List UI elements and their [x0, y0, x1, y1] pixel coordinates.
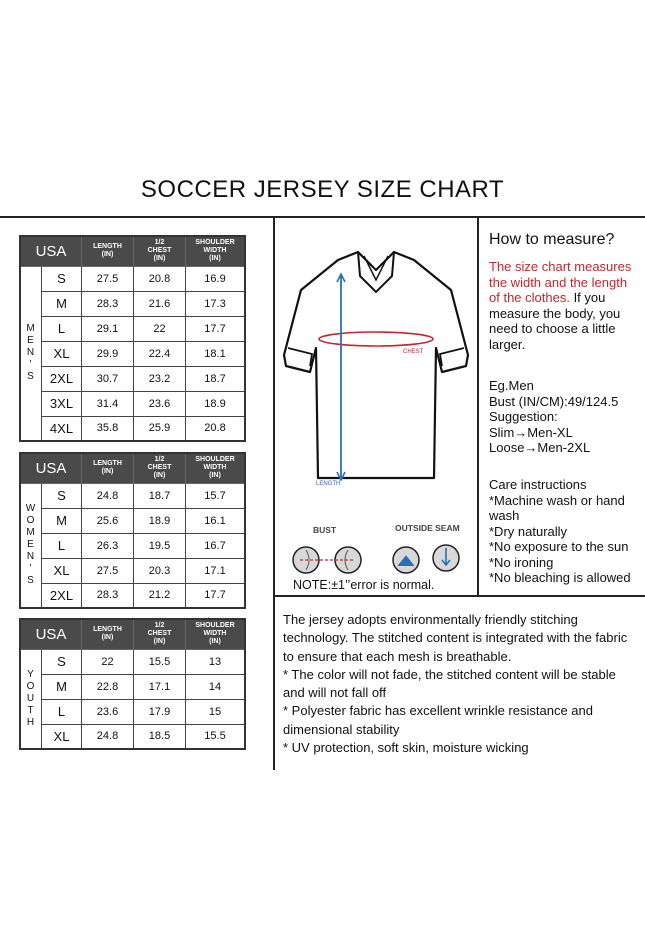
shoulder-cell: 17.1: [186, 558, 246, 583]
length-header: [82, 453, 134, 483]
size-cell: XL: [42, 558, 82, 583]
table-row: [20, 291, 245, 316]
shoulder-cell: 20.8: [186, 416, 246, 441]
group-label-char: S: [27, 575, 35, 587]
bust-detail-icons: [293, 547, 361, 573]
chest-header-line: 1/2: [154, 456, 165, 464]
chest-header-line: (IN): [153, 255, 166, 263]
shoulder-header-line: SHOULDER: [195, 622, 235, 630]
shoulder-cell: 17.7: [186, 583, 246, 608]
shoulder-header-line: SHOULDER: [195, 456, 235, 464]
length-cell: 27.5: [82, 558, 134, 583]
chest-header-line: CHEST: [147, 630, 172, 638]
shoulder-header-line: SHOULDER: [195, 239, 235, 247]
page-title: SOCCER JERSEY SIZE CHART: [140, 176, 505, 203]
length-header: [82, 619, 134, 649]
length-header-line: LENGTH: [93, 460, 122, 468]
table-row: [20, 724, 245, 749]
size-cell: S: [42, 266, 82, 291]
table-row: [20, 533, 245, 558]
size-cell: L: [42, 533, 82, 558]
group-label-char: E: [27, 335, 35, 347]
chest-cell: 22: [134, 316, 186, 341]
size-cell: M: [42, 508, 82, 533]
jersey-diagram: [276, 220, 476, 592]
chest-cell: 25.9: [134, 416, 186, 441]
group-label-char: O: [26, 515, 36, 527]
shoulder-cell: 14: [186, 674, 246, 699]
shoulder-cell: 15.7: [186, 483, 246, 508]
chest-header-line: CHEST: [147, 464, 172, 472]
chest-cell: 18.7: [134, 483, 186, 508]
length-cell: 23.6: [82, 699, 134, 724]
youth-size-table: [19, 618, 246, 750]
chest-header-line: 1/2: [154, 239, 165, 247]
chest-header-line: 1/2: [154, 622, 165, 630]
shoulder-header-line: WIDTH: [203, 464, 227, 472]
group-label-char: T: [27, 704, 35, 716]
chest-cell: 17.1: [134, 674, 186, 699]
description-line: * The color will not fade, the stitched content will be stable and will not fall off: [283, 666, 616, 701]
group-label-char: H: [26, 716, 36, 728]
care-instructions: [489, 477, 639, 586]
care-line: *No bleaching is allowed: [489, 570, 631, 585]
shoulder-cell: 16.7: [186, 533, 246, 558]
table-row: [20, 341, 245, 366]
length-header-line: (IN): [101, 468, 114, 476]
example-line: Eg.Men: [489, 378, 534, 393]
chest-label: CHEST: [403, 349, 424, 355]
example-line: Loose→Men-2XL: [489, 440, 591, 455]
measure-note-black: If you measure the body, you need to choose a little larger.: [489, 290, 621, 352]
chest-cell: 23.2: [134, 366, 186, 391]
size-cell: S: [42, 483, 82, 508]
shoulder-header-line: WIDTH: [203, 630, 227, 638]
size-cell: L: [42, 316, 82, 341]
group-label-char: O: [26, 680, 36, 692]
example-block: [489, 378, 639, 456]
table-header-row: [20, 236, 245, 266]
error-note: NOTE:±1’’error is normal.: [293, 578, 435, 592]
table-row: [20, 508, 245, 533]
shoulder-header-line: (IN): [209, 255, 221, 263]
length-cell: 28.3: [82, 583, 134, 608]
chest-cell: 19.5: [134, 533, 186, 558]
length-cell: 22.8: [82, 674, 134, 699]
table-row: [20, 649, 245, 674]
group-label-char: W: [25, 503, 37, 515]
care-line: *No ironing: [489, 554, 554, 570]
chest-header-line: CHEST: [147, 247, 172, 255]
length-header-line: LENGTH: [93, 626, 122, 634]
womens-size-table: [19, 452, 246, 609]
table-row: [20, 316, 245, 341]
group-label-char: ': [29, 563, 33, 575]
shoulder-cell: 18.7: [186, 366, 246, 391]
description-line: The jersey adopts environmentally friendly stitching technology. The stitched content is integrated with the fabric to ensure that each mesh is breathable.: [283, 612, 628, 664]
length-cell: 31.4: [82, 391, 134, 416]
size-cell: 2XL: [42, 583, 82, 608]
table-row: [20, 366, 245, 391]
care-line: *No exposure to the sun: [489, 539, 629, 554]
shoulder-header-line: (IN): [209, 638, 221, 646]
chest-cell: 18.9: [134, 508, 186, 533]
chest-cell: 18.5: [134, 724, 186, 749]
shoulder-cell: 18.9: [186, 391, 246, 416]
shoulder-header: [186, 453, 246, 483]
chest-cell: 20.8: [134, 266, 186, 291]
table-row: [20, 391, 245, 416]
group-label-char: M: [26, 323, 36, 335]
chest-cell: 21.6: [134, 291, 186, 316]
example-line: Bust (IN/CM):49/124.5: [489, 393, 619, 409]
mens-size-table: [19, 235, 246, 442]
table-row: [20, 583, 245, 608]
chest-cell: 23.6: [134, 391, 186, 416]
group-label-char: U: [26, 692, 36, 704]
top-divider: [0, 216, 645, 218]
shoulder-header: [186, 236, 246, 266]
size-cell: M: [42, 291, 82, 316]
length-header: [82, 236, 134, 266]
care-line: *Dry naturally: [489, 523, 568, 539]
group-label-char: N: [26, 551, 36, 563]
outside-seam-label: OUTSIDE SEAM: [395, 523, 460, 533]
length-cell: 35.8: [82, 416, 134, 441]
size-cell: XL: [42, 724, 82, 749]
chest-header: [134, 236, 186, 266]
length-header-line: (IN): [101, 251, 114, 259]
length-cell: 24.8: [82, 724, 134, 749]
group-label: [20, 483, 42, 608]
group-label-char: S: [27, 371, 35, 383]
table-row: [20, 266, 245, 291]
group-label: [20, 649, 42, 749]
shoulder-header-line: WIDTH: [203, 247, 227, 255]
shoulder-cell: 15: [186, 699, 246, 724]
jersey-outline: [284, 252, 468, 478]
table-header-row: [20, 619, 245, 649]
care-line: Care instructions: [489, 477, 587, 492]
shoulder-cell: 13: [186, 649, 246, 674]
length-cell: 24.8: [82, 483, 134, 508]
size-cell: M: [42, 674, 82, 699]
group-label-char: N: [26, 347, 36, 359]
shoulder-cell: 16.9: [186, 266, 246, 291]
length-cell: 22: [82, 649, 134, 674]
example-line: Slim→Men-XL: [489, 424, 573, 440]
chest-cell: 21.2: [134, 583, 186, 608]
shoulder-cell: 15.5: [186, 724, 246, 749]
seam-detail-icons: [393, 545, 459, 573]
group-label-char: ': [29, 359, 33, 371]
length-cell: 29.1: [82, 316, 134, 341]
care-line: *Machine wash or hand wash: [489, 492, 625, 523]
group-label-char: E: [27, 539, 35, 551]
table-row: [20, 416, 245, 441]
size-cell: 3XL: [42, 391, 82, 416]
length-header-line: LENGTH: [93, 243, 122, 251]
middle-divider: [273, 595, 645, 597]
shoulder-cell: 17.3: [186, 291, 246, 316]
size-cell: 4XL: [42, 416, 82, 441]
chest-header-line: (IN): [153, 472, 166, 480]
length-cell: 28.3: [82, 291, 134, 316]
chest-cell: 22.4: [134, 341, 186, 366]
example-line: Suggestion:: [489, 409, 558, 424]
chest-cell: 20.3: [134, 558, 186, 583]
size-cell: XL: [42, 341, 82, 366]
shoulder-cell: 18.1: [186, 341, 246, 366]
table-header-row: [20, 453, 245, 483]
shoulder-header: [186, 619, 246, 649]
bust-label: BUST: [313, 525, 337, 535]
length-label: LENGTH: [316, 481, 341, 487]
usa-header: USA: [20, 619, 82, 649]
group-label-char: M: [26, 527, 36, 539]
shoulder-cell: 16.1: [186, 508, 246, 533]
product-description: [283, 611, 639, 757]
usa-header: USA: [20, 236, 82, 266]
size-cell: 2XL: [42, 366, 82, 391]
size-cell: S: [42, 649, 82, 674]
usa-header: USA: [20, 453, 82, 483]
chest-cell: 17.9: [134, 699, 186, 724]
length-cell: 29.9: [82, 341, 134, 366]
shoulder-header-line: (IN): [209, 472, 221, 480]
chest-cell: 15.5: [134, 649, 186, 674]
length-header-line: (IN): [101, 634, 114, 642]
group-label-char: Y: [27, 668, 35, 680]
left-divider: [273, 216, 275, 770]
right-divider: [477, 216, 479, 596]
length-cell: 26.3: [82, 533, 134, 558]
table-row: [20, 674, 245, 699]
how-to-measure-heading: How to measure?: [489, 231, 615, 248]
chest-header: [134, 453, 186, 483]
description-line: * UV protection, soft skin, moisture wicking: [283, 740, 529, 756]
description-line: * Polyester fabric has excellent wrinkle resistance and dimensional stability: [283, 703, 593, 737]
length-cell: 25.6: [82, 508, 134, 533]
table-row: [20, 483, 245, 508]
measure-explanation: [489, 259, 639, 352]
table-row: [20, 699, 245, 724]
shoulder-cell: 17.7: [186, 316, 246, 341]
chest-header-line: (IN): [153, 638, 166, 646]
chest-header: [134, 619, 186, 649]
length-cell: 30.7: [82, 366, 134, 391]
size-cell: L: [42, 699, 82, 724]
length-cell: 27.5: [82, 266, 134, 291]
table-row: [20, 558, 245, 583]
group-label: [20, 266, 42, 441]
measure-note-red: The size chart measures the width and the length of the clothes.: [489, 259, 632, 305]
